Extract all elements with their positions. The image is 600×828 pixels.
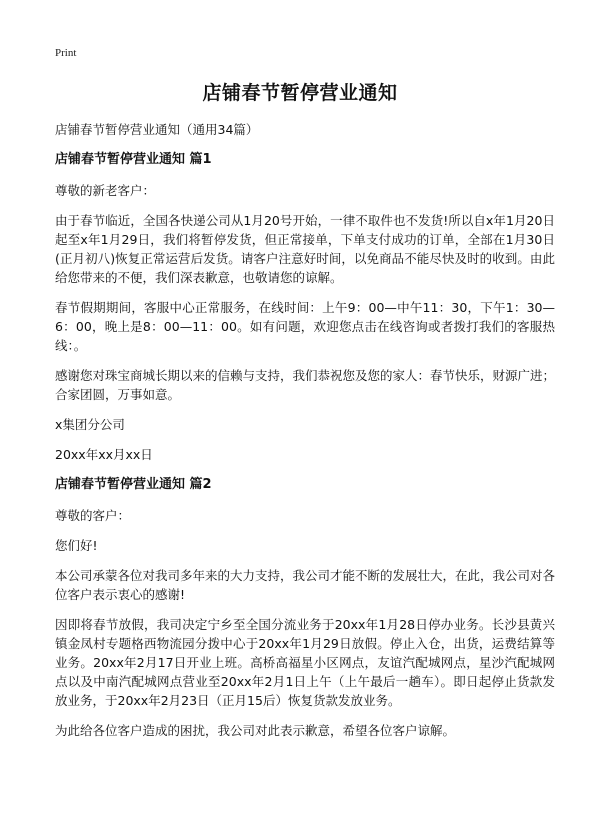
section-1-heading: 店铺春节暂停营业通知 篇1 [55, 152, 212, 167]
print-label: Print [55, 47, 77, 59]
section-2-paragraph-2: 因即将春节放假，我司决定宁乡至全国分流业务于20xx年1月28日停办业务。长沙县黄兴镇金凤村专题格西物流园分拨中心于20xx年1月29日放假。停止入仓，出货，运费结算等业务。20xx年2月17日开业上班。高桥高福星小区网点，友谊汽配城网点，星沙汽配城网点以及中南汽配城网点营业至20xx年2月1日上午（上午最后一趟车）。即日起停止货款发放业务，于20xx年2月23日（正月15后）恢复货款发放业务。 [55, 617, 555, 708]
section-1-date: 20xx年xx月xx日 [55, 447, 153, 462]
section-2-hello: 您们好! [55, 538, 98, 553]
section-2-heading: 店铺春节暂停营业通知 篇2 [55, 477, 212, 492]
section-2-paragraph-1: 本公司承蒙各位对我司多年来的大力支持，我公司才能不断的发展壮大，在此，我公司对各位客户表示衷心的感谢! [55, 568, 556, 602]
page-title: 店铺春节暂停营业通知 [202, 82, 398, 104]
section-1-paragraph-2: 春节假期期间，客服中心正常服务，在线时间：上午9：00—中午11：30，下午1：30—6：00，晚上是8：00—11：00。如有问题，欢迎您点击在线咨询或者拨打我们的客服热线：。 [55, 300, 555, 353]
section-1-paragraph-1: 由于春节临近，全国各快递公司从1月20号开始，一律不取件也不发货!所以自x年1月20日起至x年1月29日，我们将暂停发货，但正常接单，下单支付成功的订单，全部在1月30日(正月初八)恢复正常运营后发货。请客户注意好时间，以免商品不能尽快及时的收到。由此给您带来的不便，我们深表歉意，也敬请您的谅解。 [55, 213, 555, 285]
intro-text: 店铺春节暂停营业通知（通用34篇） [55, 122, 259, 137]
section-1-signature: x集团分公司 [55, 417, 125, 432]
section-1-paragraph-3: 感谢您对珠宝商城长期以来的信赖与支持，我们恭祝您及您的家人：春节快乐，财源广进；合家团圆，万事如意。 [55, 368, 556, 402]
section-2-greeting: 尊敬的客户： [55, 508, 131, 523]
section-1-greeting: 尊敬的新老客户： [55, 183, 156, 198]
document-body [55, 120, 555, 751]
section-2-paragraph-3: 为此给各位客户造成的困扰，我公司对此表示歉意，希望各位客户谅解。 [55, 723, 456, 738]
